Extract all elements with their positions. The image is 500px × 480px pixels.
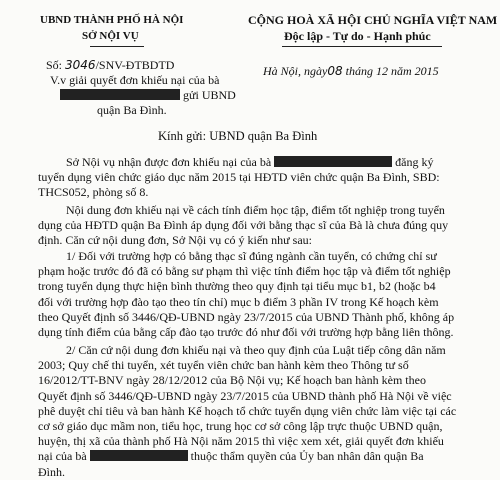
p2-line-3: định. Căn cứ nội dung đơn, Sở Nội vụ có ý kiến như sau: — [38, 233, 313, 248]
p2-line-1: Nội dung đơn khiếu nại về cách tính điểm học tập, điểm tốt nghiệp trong tuyển — [66, 203, 445, 217]
redacted-name — [60, 89, 180, 100]
paragraph-2 — [38, 203, 478, 249]
redacted-name — [90, 450, 188, 461]
agency-underline — [90, 46, 144, 47]
paragraph-4 — [38, 343, 478, 480]
p3-line-1: 1/ Đối với trường hợp có bằng thạc sĩ đúng ngành cần tuyển, có chứng chỉ sư — [66, 249, 437, 263]
p3-line-5: theo Quyết định số 3446/QĐ-UBND ngày 23/7/2015 của UBND Thành phố, không áp — [38, 309, 455, 324]
document-number — [46, 58, 174, 73]
department-name: SỞ NỘI VỤ — [82, 30, 139, 42]
p1-line-1: Sở Nội vụ nhận được đơn khiếu nại của bà đăng ký — [66, 155, 434, 169]
p4-line-4: Quyết định số 3446/QĐ-UBND ngày 23/7/2015 của UBND thành phố Hà Nội về việc — [38, 388, 452, 403]
p1-line-3: THCS052, phòng số 8. — [38, 185, 149, 200]
p4-line-1: 2/ Căn cứ nội dung đơn khiếu nại và theo quy định của Luật tiếp công dân năm — [66, 343, 446, 357]
redacted-name — [274, 156, 392, 167]
agency-name: UBND THÀNH PHỐ HÀ NỘI — [40, 14, 184, 26]
p3-line-6: dụng tính điểm của bằng cấp đào tạo trước đó như đối với trường hợp bằng liên thông. — [38, 325, 454, 340]
nation-name: CỘNG HOÀ XÃ HỘI CHỦ NGHĨA VIỆT NAM — [248, 13, 498, 27]
p1-line-2: tuyển dụng viên chức giáo dục năm 2015 tại HĐTD viên chức quận Ba Đình, SBD: — [38, 170, 440, 185]
subject-line-2 — [60, 88, 236, 103]
p3-line-4: đối với trường hợp đào tạo theo tín chỉ) mục b điểm 3 phần IV trong Kế hoạch kèm — [38, 294, 439, 309]
handwritten-day: 08 — [327, 64, 343, 78]
p4-line-3: 16/2012/TT-BNV ngày 28/12/2012 của Bộ Nội vụ; Kế hoạch ban hành kèm theo — [38, 373, 426, 388]
subject-line-3: quận Ba Đình. — [97, 103, 167, 117]
p3-line-2: phạm hoặc trước đó đã có bằng sư phạm thì việc tính điểm học tập và điểm tốt nghiệp — [38, 264, 451, 279]
p2-line-2: dụng của HĐTD quận Ba Đình áp dụng đối với bằng thạc sĩ của Bà là chưa đúng quy — [38, 218, 449, 233]
p4-line-2: 2003; Quy chế thi tuyển, xét tuyển viên chức ban hành kèm theo Thông tư số — [38, 358, 409, 373]
motto-underline — [282, 46, 442, 47]
date-prefix: Hà Nội, ngày — [263, 64, 328, 78]
number-suffix: /SNV-ĐTBDTD — [95, 58, 175, 72]
p4-line-6: cơ sở giáo dục mầm non, tiểu học, trung học cơ sở công lập trực thuộc UBND quận, — [38, 419, 443, 434]
p4-line-8: nại của bà thuộc thẩm quyền của Ủy ban nhân dân quận Ba — [38, 449, 424, 464]
paragraph-1 — [38, 155, 478, 201]
p4-line-7: huyện, thị xã của thành phố Hà Nội năm 2015 thì việc xem xét, giải quyết đơn khiếu — [38, 434, 444, 449]
p4-line-9: Đình. — [38, 464, 65, 479]
motto: Độc lập - Tự do - Hạnh phúc — [284, 29, 431, 43]
date-suffix: tháng 12 năm 2015 — [345, 64, 439, 78]
paragraph-3 — [38, 249, 478, 340]
document-date — [263, 64, 439, 79]
subject-line-1: V.v giải quyết đơn khiếu nại của bà — [50, 73, 220, 87]
subject-line-2-suffix: gửi UBND — [183, 88, 236, 102]
p3-line-3: trong tuyển dụng thực hiện bình thường theo quy định tại tiểu mục b1, b2 (hoặc b4 — [38, 279, 436, 294]
recipient: Kính gửi: UBND quận Ba Đình — [158, 129, 318, 143]
handwritten-number: 3046 — [65, 58, 96, 72]
p4-line-5: phê duyệt chỉ tiêu và ban hành Kế hoạch tổ chức tuyển dụng viên chức làm việc tại các — [38, 403, 457, 418]
number-label: Số: — [46, 58, 63, 72]
